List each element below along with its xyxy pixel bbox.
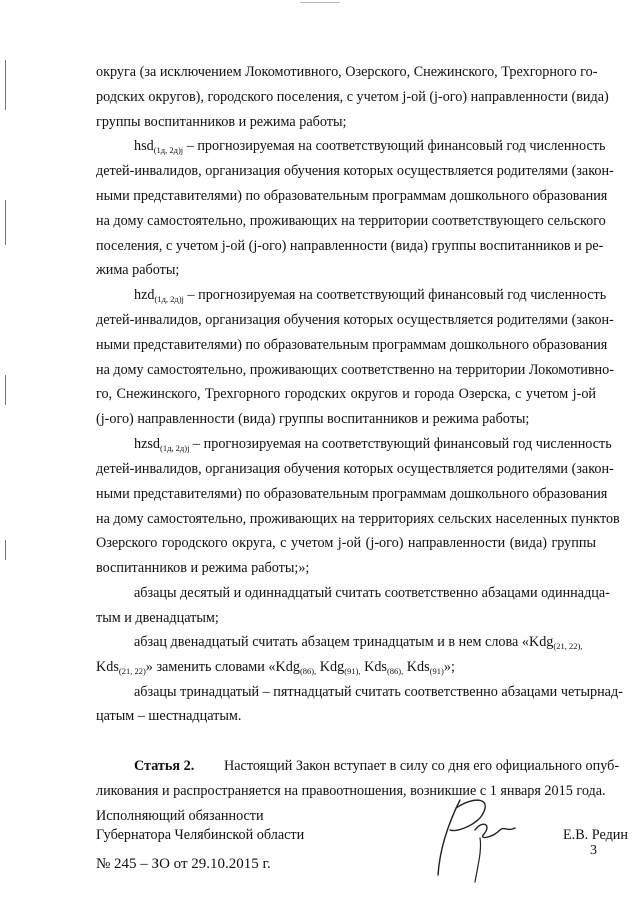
text-line xyxy=(134,632,596,656)
signatory-title: Губернатора Челябинской области xyxy=(96,827,305,843)
article-text: Настоящий Закон вступает в силу со дня его официального опуб- xyxy=(224,758,620,774)
text-line: цатым – шестнадцатым. xyxy=(96,708,242,724)
text-line: ными представителями) по образовательным программам дошкольного образования xyxy=(96,188,608,204)
text-line: округа (за исключением Локомотивного, Озерского, Снежинского, Трехгорного го- xyxy=(96,64,598,80)
article-label: Статья 2. xyxy=(134,758,195,774)
variable-subscript: (91) xyxy=(429,666,444,676)
text-line: поселения, с учетом j-ой (j-ого) направленности (вида) группы воспитанников и ре- xyxy=(96,238,604,254)
variable-subscript: (91), xyxy=(344,666,361,676)
variable-subscript: (21, 22), xyxy=(553,641,583,651)
text-line: ными представителями) по образовательным программам дошкольного образования xyxy=(96,486,608,502)
text-line: тым и двенадцатым; xyxy=(96,610,219,626)
article-text: ликования и распространяется на правоотношения, возникшие с 1 января 2015 года. xyxy=(96,783,606,799)
variable-subscript: (1д, 2д)j xyxy=(160,443,190,453)
margin-mark xyxy=(5,375,6,405)
document-number: № 245 – ЗО от 29.10.2015 г. xyxy=(96,856,271,872)
text-line: детей-инвалидов, организация обучения которых осуществляется родителями (закон- xyxy=(96,312,614,328)
scan-artifact xyxy=(300,2,340,3)
text-line xyxy=(134,285,607,309)
text-line: детей-инвалидов, организация обучения которых осуществляется родителями (закон- xyxy=(96,163,614,179)
margin-mark xyxy=(5,60,6,110)
text-line xyxy=(134,136,606,160)
variable-subscript: (86), xyxy=(386,666,404,676)
text-fragment: – прогнозируемая на соответствующий финансовый год численность xyxy=(183,287,607,303)
text-fragment: – прогнозируемая на соответствующий финансовый год численность xyxy=(189,436,612,452)
text-line: (j-ого) направленности (вида) группы воспитанников и режима работы; xyxy=(96,411,530,427)
text-line: группы воспитанников и режима работы; xyxy=(96,114,347,130)
text-line: воспитанников и режима работы;»; xyxy=(96,560,310,576)
text-fragment: Kds xyxy=(403,659,430,675)
variable-hzd: hzd xyxy=(134,287,155,303)
variable-subscript: (86), xyxy=(299,666,317,676)
text-line: Озерского городского округа, с учетом j-ой (j-ого) направленности (вида) группы xyxy=(96,535,596,551)
text-line: на дому самостоятельно, проживающих соответственно на территории Локомотивно- xyxy=(96,362,614,378)
text-line: на дому самостоятельно, проживающих на территории соответствующего сельского xyxy=(96,213,606,229)
text-line xyxy=(96,657,596,681)
text-fragment: »; xyxy=(443,659,455,675)
variable-subscript: (1д, 2д)j xyxy=(153,145,184,155)
signatory-title: Исполняющий обязанности xyxy=(96,808,264,824)
signatory-name: Е.В. Редин xyxy=(563,827,628,843)
variable-subscript: (1д, 2д)j xyxy=(154,294,184,304)
text-fragment: Kds xyxy=(360,659,387,675)
text-line: родских округов), городского поселения, с учетом j-ой (j-ого) направленности (вида) xyxy=(96,89,609,105)
variable-hsd: hsd xyxy=(134,138,154,154)
page-number: 3 xyxy=(590,843,597,858)
text-line: на дому самостоятельно, проживающих на территориях сельских населенных пунктов xyxy=(96,511,620,527)
text-line: абзацы тринадцатый – пятнадцатый считать соответственно абзацами четырнад- xyxy=(134,684,623,700)
text-line xyxy=(134,434,612,458)
text-fragment: – прогнозируемая на соответствующий финансовый год численность xyxy=(183,138,606,154)
article-line xyxy=(134,756,620,776)
variable-subscript: (21, 22) xyxy=(118,666,146,676)
text-fragment: Kdg xyxy=(316,659,345,675)
margin-mark xyxy=(5,200,6,245)
text-line: ными представителями) по образовательным программам дошкольного образования xyxy=(96,337,608,353)
text-line: детей-инвалидов, организация обучения которых осуществляется родителями (закон- xyxy=(96,461,614,477)
handwritten-signature xyxy=(420,790,530,890)
text-fragment: Kds xyxy=(96,659,119,675)
text-line: го, Снежинского, Трехгорного городских округов и города Озерска, с учетом j-ой xyxy=(96,386,596,402)
variable-hzsd: hzsd xyxy=(134,436,161,452)
text-fragment: абзац двенадцатый считать абзацем тринадцатым и в нем слова «Kdg xyxy=(134,634,554,650)
margin-mark xyxy=(5,540,6,560)
text-line: жима работы; xyxy=(96,262,180,278)
text-fragment: » заменить словами «Kdg xyxy=(145,659,300,675)
text-line: абзацы десятый и одиннадцатый считать соответственно абзацами одиннадца- xyxy=(134,585,610,601)
